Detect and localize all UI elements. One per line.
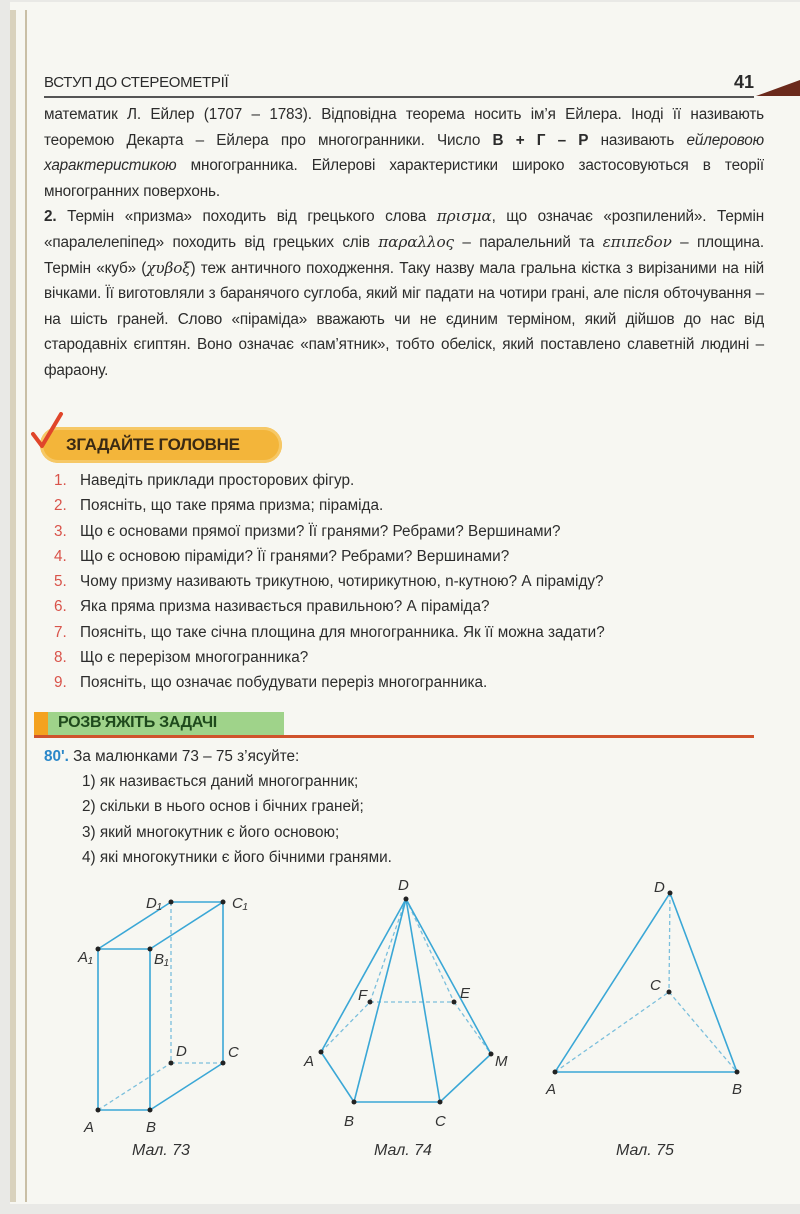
task-subitems bbox=[82, 769, 392, 870]
vertex-label: C bbox=[228, 1044, 239, 1061]
hidden-edge bbox=[406, 899, 454, 1002]
question-item bbox=[54, 569, 774, 594]
vertex-label: D bbox=[654, 879, 665, 896]
question-item bbox=[54, 493, 774, 518]
euler-characteristic-term: ейлеровою характеристикою bbox=[44, 131, 764, 175]
vertex-label: E bbox=[460, 985, 471, 1002]
figure-caption: Мал. 75 bbox=[616, 1142, 674, 1159]
task-subitem: 4) які многокутники є його бічними гранями. bbox=[82, 848, 392, 866]
vertex-point bbox=[489, 1052, 494, 1057]
figure-73-prism bbox=[60, 870, 300, 1170]
question-item bbox=[54, 645, 774, 670]
task-number: 80'. bbox=[44, 748, 69, 765]
vertex-label: F bbox=[358, 987, 368, 1004]
question-text: Що є основою піраміди? Її гранями? Ребрами? Вершинами? bbox=[80, 547, 510, 565]
intro-text: математик Л. Ейлер (1707 – 1783). Відповідна теорема носить ім’я Ейлера. Іноді її називають теоремою Декарта – Ейлера про многогранники. Число bbox=[44, 106, 764, 149]
note-text: , що означає «розпилений». Термін «паралелепіпед» походить від грецьких слів bbox=[44, 208, 764, 251]
question-number: 1. bbox=[54, 472, 67, 489]
question-item bbox=[54, 519, 774, 544]
question-item bbox=[54, 620, 774, 645]
greek-word: παραλλος bbox=[378, 232, 454, 251]
vertex-point bbox=[352, 1100, 357, 1105]
vertex-point bbox=[169, 900, 174, 905]
page-spine bbox=[10, 10, 16, 1202]
intro-paragraph bbox=[44, 102, 764, 384]
hidden-edge bbox=[454, 1002, 491, 1054]
vertex-label: D₁ bbox=[146, 895, 162, 912]
header-rule bbox=[44, 96, 754, 98]
intro-text: називають bbox=[588, 131, 687, 149]
question-number: 6. bbox=[54, 598, 67, 616]
chapter-title: ВСТУП ДО СТЕРЕОМЕТРІЇ bbox=[44, 74, 229, 91]
vertex-label: A₁ bbox=[78, 949, 93, 966]
vertex-point bbox=[96, 947, 101, 952]
vertex-point bbox=[221, 1061, 226, 1066]
tasks-section-icon bbox=[34, 712, 48, 736]
note-number: 2. bbox=[44, 208, 57, 226]
vertex-label: D bbox=[398, 877, 409, 894]
greek-word: χυβοξ bbox=[146, 258, 191, 277]
figure-caption: Мал. 74 bbox=[374, 1142, 432, 1159]
vertex-label: B₁ bbox=[154, 951, 169, 968]
vertex-label: C₁ bbox=[232, 895, 248, 912]
task-subitem: 1) як називається даний многогранник; bbox=[82, 773, 359, 790]
task-text: За малюнками 73 – 75 з’ясуйте: bbox=[68, 748, 300, 765]
header-corner-decoration bbox=[756, 80, 800, 96]
question-number: 9. bbox=[54, 674, 67, 692]
task-subitem: 2) скільки в нього основ і бічних граней; bbox=[82, 798, 364, 816]
vertex-label: A bbox=[546, 1081, 557, 1098]
vertex-label: B bbox=[146, 1119, 157, 1136]
question-text: Поясніть, що таке січна площина для многогранника. Як її можна задати? bbox=[80, 623, 605, 641]
checkmark-icon bbox=[30, 412, 64, 452]
vertex-point bbox=[667, 990, 672, 995]
side-face bbox=[150, 902, 223, 1110]
question-number: 7. bbox=[54, 623, 67, 641]
vertex-point bbox=[368, 1000, 373, 1005]
question-number: 4. bbox=[54, 547, 67, 565]
question-text: Поясніть, що таке пряма призма; піраміда. bbox=[80, 497, 384, 515]
question-number: 2. bbox=[54, 497, 67, 515]
vertex-point bbox=[148, 947, 153, 952]
vertex-point bbox=[148, 1108, 153, 1113]
vertex-point bbox=[553, 1070, 558, 1075]
figure-74-pyramid bbox=[300, 870, 530, 1170]
question-item bbox=[54, 468, 774, 493]
question-number: 3. bbox=[54, 522, 67, 540]
euler-formula: В + Г – Р bbox=[492, 131, 589, 149]
greek-word: πρισμα bbox=[436, 207, 492, 226]
page-number: 41 bbox=[733, 72, 754, 92]
question-number: 8. bbox=[54, 649, 67, 667]
vertex-label: C bbox=[650, 977, 661, 994]
vertex-label: D bbox=[176, 1043, 187, 1060]
hidden-edge bbox=[370, 899, 406, 1002]
greek-word: επιπεδον bbox=[602, 232, 672, 251]
vertex-label: B bbox=[344, 1113, 355, 1130]
vertex-point bbox=[96, 1108, 101, 1113]
vertex-point bbox=[735, 1070, 740, 1075]
figure-75-tetrahedron bbox=[530, 870, 780, 1170]
front-face bbox=[98, 949, 150, 1110]
note-text: – паралельний та bbox=[453, 233, 603, 251]
question-text: Чому призму називають трикутною, чотирикутною, n-кутною? А піраміду? bbox=[80, 573, 604, 591]
vertex-label: B bbox=[732, 1081, 743, 1098]
vertex-label: C bbox=[435, 1113, 446, 1130]
vertex-point bbox=[319, 1050, 324, 1055]
task-80 bbox=[44, 744, 299, 769]
vertex-point bbox=[452, 1000, 457, 1005]
note-text: ) теж античного походження. Таку назву мала гральна кістка з вирізаними на ній вічками. Її виготовляли з баранячого суглоба, який міг падати на чотири грані, але після обточування – на шість граней. Слово «піраміда» вважають чи не єдиним терміном, який дійшов до нас від стародавніх єгиптян. Воно означає «пам’ятник», тобто обеліск, який поставлено славетній людині – фараону. bbox=[44, 259, 764, 379]
vertex-label: M bbox=[495, 1053, 508, 1070]
lateral-edge bbox=[321, 899, 406, 1052]
task-subitem: 3) який многокутник є його основою; bbox=[82, 823, 340, 841]
question-text: Наведіть приклади просторових фігур. bbox=[80, 472, 355, 489]
vertex-point bbox=[169, 1061, 174, 1066]
base-front-edges bbox=[321, 1052, 491, 1102]
vertex-point bbox=[221, 900, 226, 905]
question-number: 5. bbox=[54, 573, 67, 591]
question-text: Поясніть, що означає побудувати переріз многогранника. bbox=[80, 674, 488, 692]
running-header bbox=[44, 72, 754, 94]
recall-section-title: ЗГАДАЙТЕ ГОЛОВНЕ bbox=[66, 435, 240, 454]
question-item bbox=[54, 670, 774, 695]
vertex-label: A bbox=[304, 1053, 315, 1070]
figure-caption: Мал. 73 bbox=[132, 1142, 190, 1159]
vertex-label: A bbox=[84, 1119, 95, 1136]
hidden-edge bbox=[669, 893, 670, 992]
intro-text: многогранника. Ейлерові характеристики широко застосовуються в теорії многогранних поверхонь. bbox=[44, 157, 764, 200]
tasks-section-rule bbox=[34, 735, 754, 738]
vertex-point bbox=[438, 1100, 443, 1105]
page-spine-line bbox=[25, 10, 27, 1202]
note-text: – площина. Термін «куб» ( bbox=[44, 233, 764, 277]
hidden-edge bbox=[555, 992, 669, 1072]
question-text: Що є перерізом многогранника? bbox=[80, 649, 309, 667]
hidden-edge bbox=[669, 992, 737, 1072]
recall-question-list bbox=[54, 468, 774, 696]
question-text: Яка пряма призма називається правильною? А піраміда? bbox=[80, 598, 490, 616]
visible-faces bbox=[555, 893, 737, 1072]
tasks-section-title: РОЗВ'ЯЖІТЬ ЗАДАЧІ bbox=[58, 714, 217, 731]
vertex-point bbox=[404, 897, 409, 902]
question-item bbox=[54, 544, 774, 569]
question-item bbox=[54, 594, 774, 619]
note-text: Термін «призма» походить від грецького слова bbox=[56, 208, 437, 226]
question-text: Що є основами прямої призми? Її гранями? Ребрами? Вершинами? bbox=[80, 522, 561, 540]
vertex-point bbox=[668, 891, 673, 896]
recall-section-badge bbox=[40, 427, 282, 463]
